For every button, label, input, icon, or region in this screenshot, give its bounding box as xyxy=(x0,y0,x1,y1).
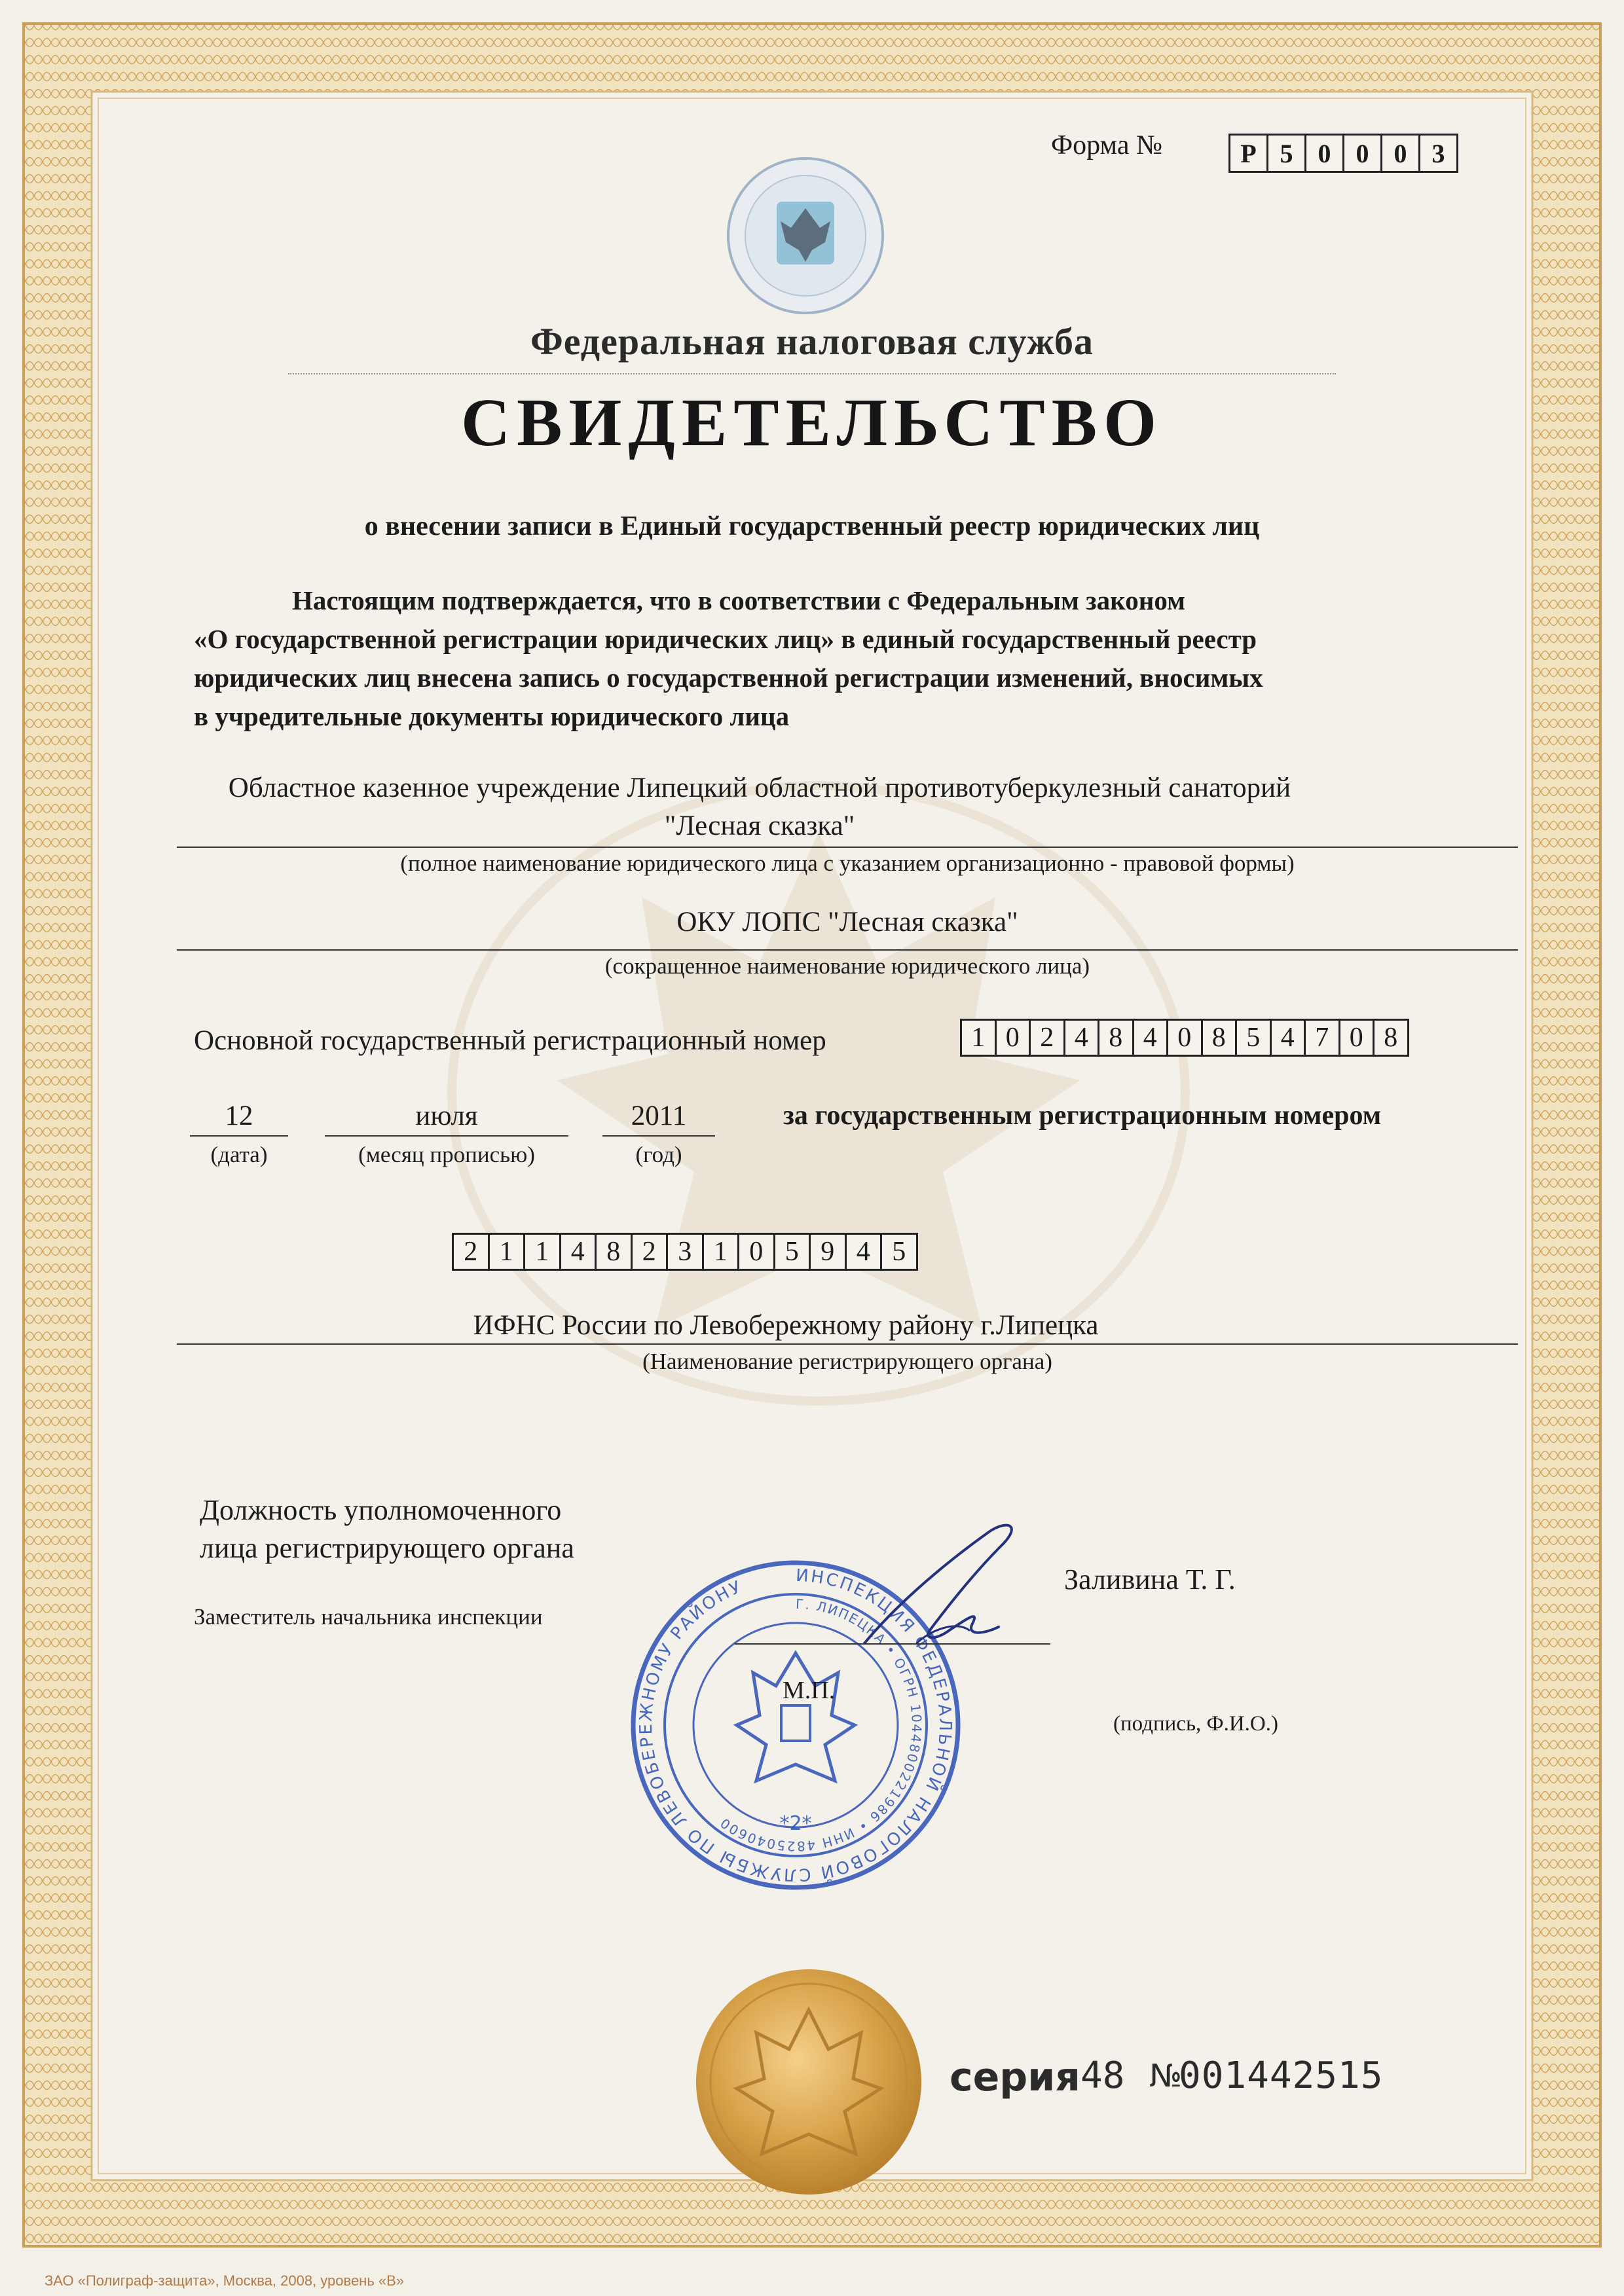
grn-digit: 5 xyxy=(775,1235,811,1269)
form-digit: 0 xyxy=(1344,136,1382,171)
ogrn-digit: 5 xyxy=(1237,1021,1272,1055)
handwritten-signature xyxy=(838,1506,1061,1663)
certificate-number: 001442515 xyxy=(1179,2054,1384,2097)
entity-full-name-line2: "Лесная сказка" xyxy=(664,811,855,841)
svg-text:ИНСПЕКЦИЯ ФЕДЕРАЛЬНОЙ НАЛОГОВО: ИНСПЕКЦИЯ ФЕДЕРАЛЬНОЙ НАЛОГОВОЙ СЛУЖБЫ ПО ЛЕВОБЕРЕЖНОМУ РАЙОНУ xyxy=(636,1565,955,1885)
grn-digit: 1 xyxy=(704,1235,740,1269)
svg-text:Г. ЛИПЕЦКА • ОГРН 104480022198: Г. ЛИПЕЦКА • ОГРН 1044800221986 • ИНН 4825040600 xyxy=(716,1595,925,1855)
ogrn-digit: 8 xyxy=(1384,1023,1398,1053)
form-digit: Р xyxy=(1230,136,1268,171)
signer-name: Заливина Т. Г. xyxy=(1064,1563,1236,1595)
date-month-caption: (месяц прописью) xyxy=(358,1142,535,1167)
agency-title: Федеральная налоговая служба xyxy=(530,320,1094,363)
grn-digit: 8 xyxy=(597,1235,633,1269)
body-line: Настоящим подтверждается, что в соответствии с Федеральным законом xyxy=(292,585,1186,615)
ogrn-label: Основной государственный регистрационный номер xyxy=(194,1025,826,1056)
stamp-place-label: М.П. xyxy=(783,1677,836,1704)
form-digit: 0 xyxy=(1382,136,1420,171)
form-digit: 5 xyxy=(1268,136,1306,171)
form-digit: 3 xyxy=(1431,138,1445,168)
grn-digit: 0 xyxy=(739,1235,775,1269)
entity-short-name-caption: (сокращенное наименование юридического лица) xyxy=(604,953,1090,979)
ogrn-digit: 0 xyxy=(1168,1021,1203,1055)
grn-digit: 2 xyxy=(454,1235,490,1269)
body-line: юридических лиц внесена запись о государственной регистрации изменений, вносимых xyxy=(194,663,1263,693)
grn-digit: 5 xyxy=(892,1237,906,1267)
entity-full-name-line1: Областное казенное учреждение Липецкий областной противотуберкулезный санаторий xyxy=(228,773,1291,803)
grn-digit: 1 xyxy=(490,1235,526,1269)
ogrn-digit: 4 xyxy=(1134,1021,1169,1055)
date-day: 12 xyxy=(225,1101,253,1131)
certificate-title: СВИДЕТЕЛЬСТВО xyxy=(460,385,1164,460)
form-digit: 0 xyxy=(1306,136,1344,171)
series-label: серия xyxy=(950,2054,1080,2100)
body-line: в учредительные документы юридического лица xyxy=(194,701,790,731)
grn-boxes xyxy=(452,1233,918,1271)
underline xyxy=(602,1135,715,1137)
position-label-line2: лица регистрирующего органа xyxy=(200,1532,574,1564)
grn-digit: 4 xyxy=(561,1235,597,1269)
position-label-line1: Должность уполномоченного xyxy=(200,1494,562,1526)
ogrn-digit: 4 xyxy=(1065,1021,1100,1055)
entity-full-name xyxy=(177,769,1342,845)
ogrn-digit: 0 xyxy=(1340,1021,1375,1055)
body-paragraph xyxy=(194,581,1502,736)
registrar-name: ИФНС России по Левобережному району г.Липецка xyxy=(473,1310,1099,1341)
grn-digit: 2 xyxy=(633,1235,669,1269)
grn-digit: 3 xyxy=(668,1235,704,1269)
position-label xyxy=(200,1491,574,1567)
ogrn-digit: 0 xyxy=(997,1021,1031,1055)
printer-imprint: ЗАО «Полиграф-защита», Москва, 2008, уровень «В» xyxy=(45,2272,405,2289)
series-number: 48 xyxy=(1080,2054,1125,2097)
grn-digit: 1 xyxy=(525,1235,561,1269)
form-number-boxes xyxy=(1228,134,1458,173)
date-year-caption: (год) xyxy=(635,1142,682,1167)
signature-line xyxy=(735,1643,1050,1645)
underline xyxy=(325,1135,568,1137)
date-year: 2011 xyxy=(631,1101,687,1131)
ogrn-digit: 1 xyxy=(962,1021,997,1055)
registrar-caption: (Наименование регистрирующего органа) xyxy=(642,1349,1052,1374)
ogrn-boxes xyxy=(960,1019,1409,1057)
gold-foil-seal xyxy=(691,1964,927,2200)
underline xyxy=(177,1343,1518,1345)
fns-hologram-emblem xyxy=(720,151,891,321)
date-day-caption: (дата) xyxy=(210,1142,268,1167)
body-line: «О государственной регистрации юридических лиц» в единый государственный реестр xyxy=(194,624,1257,654)
signature-caption: (подпись, Ф.И.О.) xyxy=(1113,1712,1278,1736)
grn-digit: 4 xyxy=(847,1235,883,1269)
grn-digit: 9 xyxy=(811,1235,847,1269)
entity-short-name: ОКУ ЛОПС "Лесная сказка" xyxy=(676,907,1018,938)
title-divider xyxy=(288,373,1336,374)
position-value: Заместитель начальника инспекции xyxy=(194,1604,543,1630)
svg-text:*2*: *2* xyxy=(779,1812,812,1835)
grn-label: за государственным регистрационным номером xyxy=(783,1101,1382,1131)
ogrn-digit: 4 xyxy=(1272,1021,1306,1055)
date-month: июля xyxy=(415,1101,478,1131)
underline xyxy=(177,949,1518,951)
underline xyxy=(190,1135,288,1137)
underline xyxy=(177,847,1518,848)
form-number-label: Форма № xyxy=(1051,130,1163,160)
ogrn-digit: 8 xyxy=(1099,1021,1134,1055)
entity-full-name-caption: (полное наименование юридического лица с указанием организационно - правовой формы) xyxy=(400,850,1295,876)
ogrn-digit: 8 xyxy=(1203,1021,1238,1055)
number-sign: № xyxy=(1149,2058,1182,2094)
ogrn-digit: 7 xyxy=(1306,1021,1340,1055)
ogrn-digit: 2 xyxy=(1031,1021,1065,1055)
certificate-subtitle: о внесении записи в Единый государственный реестр юридических лиц xyxy=(364,511,1260,541)
